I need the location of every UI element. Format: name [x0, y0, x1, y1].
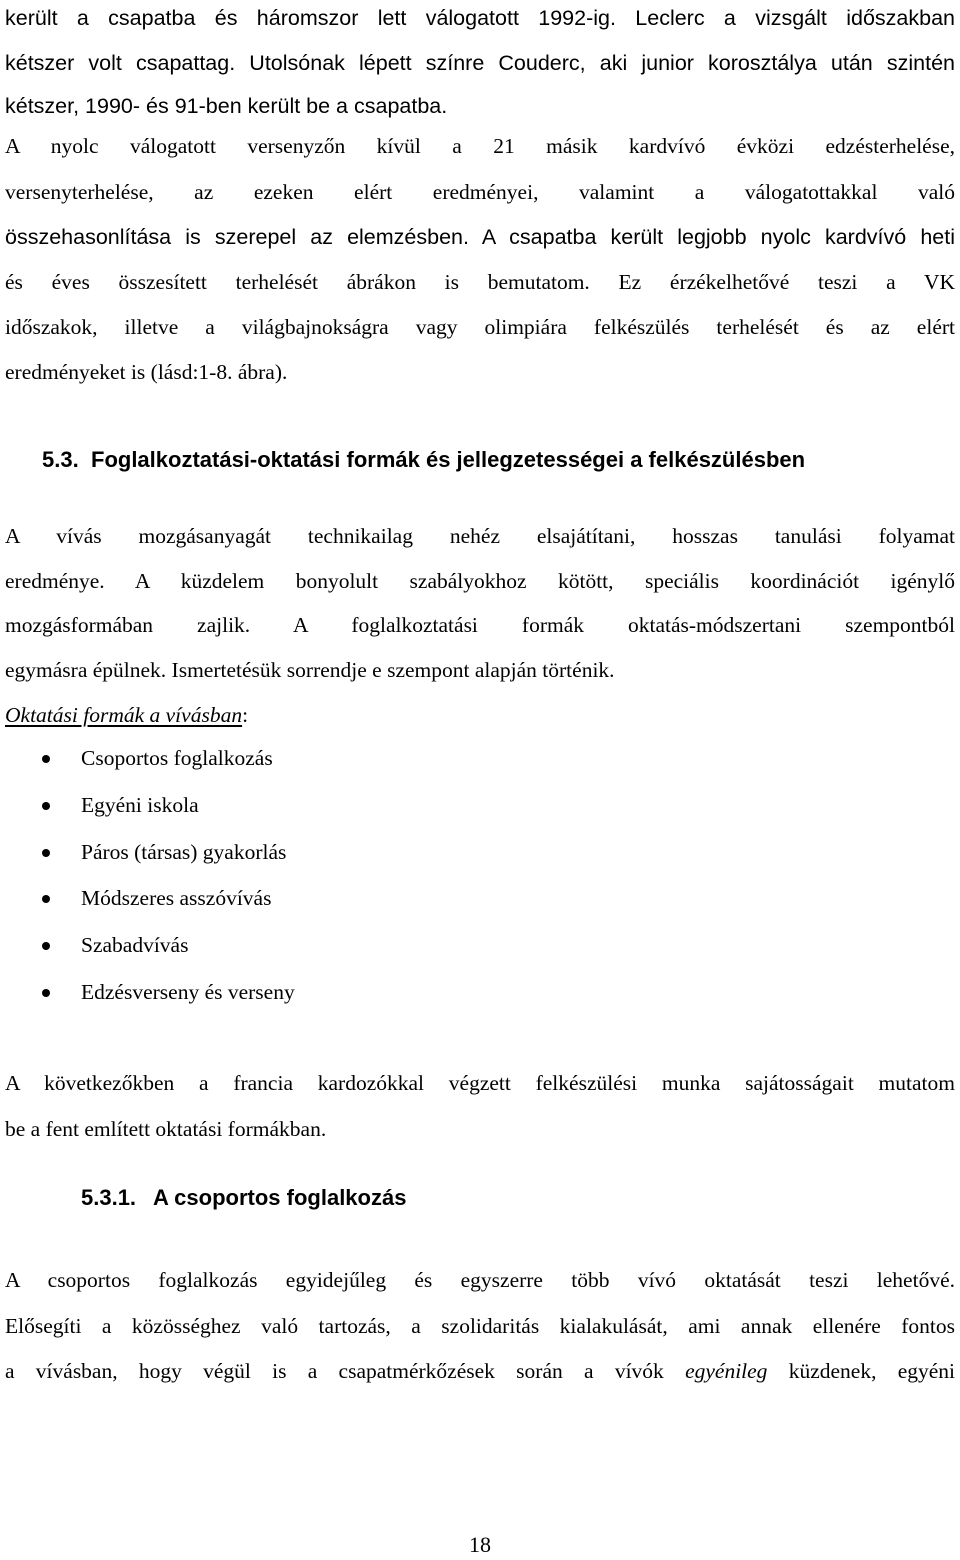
- list-item-label: Egyéni iskola: [81, 792, 199, 817]
- paragraph-line: eredménye. A küzdelem bonyolult szabályokhoz kötött, speciális koordinációt igénylő: [5, 569, 955, 593]
- intro-line: került a csapatba és háromszor lett válogatott 1992-ig. Leclerc a vizsgált időszakban: [5, 6, 955, 30]
- emphasis-text: egyénileg: [685, 1359, 768, 1383]
- bullet-icon: [42, 942, 50, 950]
- subsection-number: 5.3.1.: [81, 1185, 137, 1210]
- list-lead: [5, 700, 955, 730]
- paragraph-line: [5, 1356, 955, 1386]
- section-title: Foglalkoztatási-oktatási formák és jellegzetességei a felkészülésben: [91, 447, 806, 472]
- intro-line: kétszer, 1990- és 91-ben került be a csapatba.: [5, 94, 448, 118]
- paragraph-line: Elősegíti a közösséghez való tartozás, a szolidaritás kialakulását, ami annak ellenére fontos: [5, 1314, 955, 1338]
- list-item-label: Szabadvívás: [81, 933, 189, 958]
- page-number: 18: [469, 1532, 491, 1557]
- paragraph-line: egymásra épülnek. Ismertetésük sorrendje e szempont alapján történik.: [5, 658, 615, 682]
- list-item-label: Edzésverseny és verseny: [81, 979, 295, 1004]
- list-item-label: Módszeres asszóvívás: [81, 886, 272, 911]
- subsection-title: A csoportos foglalkozás: [153, 1185, 407, 1210]
- paragraph-text: küzdenek, egyéni: [788, 1359, 956, 1383]
- bullet-icon: [42, 989, 50, 997]
- paragraph-line: A vívás mozgásanyagát technikailag nehéz elsajátítani, hosszas tanulási folyamat: [5, 524, 955, 548]
- list-item-label: Csoportos foglalkozás: [81, 746, 273, 770]
- paragraph-line: mozgásformában zajlik. A foglalkoztatási formák oktatás-módszertani szempontból: [5, 613, 955, 637]
- bullet-icon: [42, 802, 50, 810]
- list-item-label: Páros (társas) gyakorlás: [81, 839, 287, 864]
- paragraph-line: összehasonlítása is szerepel az elemzésben. A csapatba került legjobb nyolc kardvívó heti: [5, 225, 955, 249]
- paragraph-line: időszakok, illetve a világbajnokságra vagy olimpiára felkészülés terhelését és az elért: [5, 315, 955, 339]
- paragraph-line: A következőkben a francia kardozókkal végzett felkészülési munka sajátosságait mutatom: [5, 1071, 955, 1095]
- paragraph-line: és éves összesített terhelését ábrákon is bemutatom. Ez érzékelhetővé teszi a VK: [5, 270, 955, 294]
- paragraph-line: be a fent említett oktatási formákban.: [5, 1117, 327, 1141]
- bullet-icon: [42, 755, 50, 763]
- paragraph-text: a vívásban, hogy végül is a csapatmérkőzések során a vívók: [5, 1359, 664, 1383]
- paragraph-line: A csoportos foglalkozás egyidejűleg és egyszerre több vívó oktatását teszi lehetővé.: [5, 1268, 955, 1292]
- section-number: 5.3.: [42, 447, 79, 472]
- bullet-icon: [42, 895, 50, 903]
- list-lead-text: Oktatási formák a vívásban: [5, 703, 243, 727]
- paragraph-line: versenyterhelése, az ezeken elért eredményei, valamint a válogatottakkal való: [5, 180, 955, 204]
- bullet-icon: [42, 849, 50, 857]
- intro-line: kétszer volt csapattag. Utolsónak lépett színre Couderc, aki junior korosztálya után szintén: [5, 51, 955, 75]
- paragraph-line: A nyolc válogatott versenyzőn kívül a 21 másik kardvívó évközi edzésterhelése,: [5, 134, 955, 158]
- list-lead-colon: :: [242, 703, 249, 727]
- paragraph-line: eredményeket is (lásd:1-8. ábra).: [5, 360, 288, 384]
